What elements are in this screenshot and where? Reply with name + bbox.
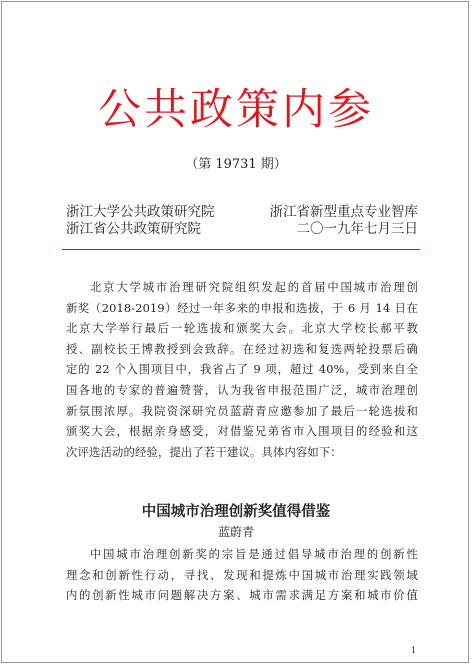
intro-line-3: 北京大学举行最后一轮选拔和颁奖大会。北京大学校长郝平教 [66, 322, 418, 336]
org-right-1: 浙江省新型重点专业智库 [269, 204, 418, 220]
header-divider [62, 249, 420, 250]
intro-line-4: 授、副校长王博教授到会致辞。在经过初选和复选两轮投票后确 [66, 342, 418, 356]
intro-line-1: 北京大学城市治理研究院组织发起的首届中国城市治理创 [90, 281, 418, 294]
intro-line-8: 颁奖大会，根据亲身感受，对借鉴兄弟省市入围项目的经验和这 [66, 425, 418, 439]
org-row-1 [66, 204, 418, 221]
org-left-2: 浙江省公共政策研究院 [66, 221, 201, 237]
intro-line-6: 国各地的专家的普遍赞誉，认为我省申报范围广泛，城市治理创 [66, 383, 418, 397]
article-line-3: 内的创新性城市问题解决方案、城市需求满足方案和城市价值 [66, 589, 418, 603]
org-left-1: 浙江大学公共政策研究院 [66, 204, 215, 220]
article-author: 蓝蔚青 [217, 525, 254, 539]
masthead-title: 公共政策内参 [98, 85, 374, 135]
article-paragraph [66, 545, 418, 607]
page-number: 1 [411, 646, 417, 655]
article-title: 中国城市治理创新奖值得借鉴 [141, 504, 331, 520]
intro-line-5: 定的 22 个入围项目中，我省占了 9 项，超过 40%，受到来自全 [66, 363, 418, 377]
intro-line-7: 新氛围浓厚。我院资深研究员蓝蔚青应邀参加了最后一轮选拔和 [66, 404, 418, 418]
intro-line-2: 新奖（2018-2019）经过一年多来的申报和选拔，于 6 月 14 日在 [66, 301, 418, 315]
org-row-2 [66, 221, 418, 238]
article-line-2: 理念和创新性行动，寻找、发现和提炼中国城市治理实践领域 [66, 568, 418, 582]
date-line: 二〇一九年七月三日 [296, 221, 418, 237]
intro-paragraph [66, 278, 418, 463]
article-line-1: 中国城市治理创新奖的宗旨是通过倡导城市治理的创新性 [90, 548, 418, 561]
issue-number: （第 19731 期） [185, 157, 287, 172]
intro-line-9: 次评选活动的经验，提出了若干建议。具体内容如下： [66, 445, 342, 459]
